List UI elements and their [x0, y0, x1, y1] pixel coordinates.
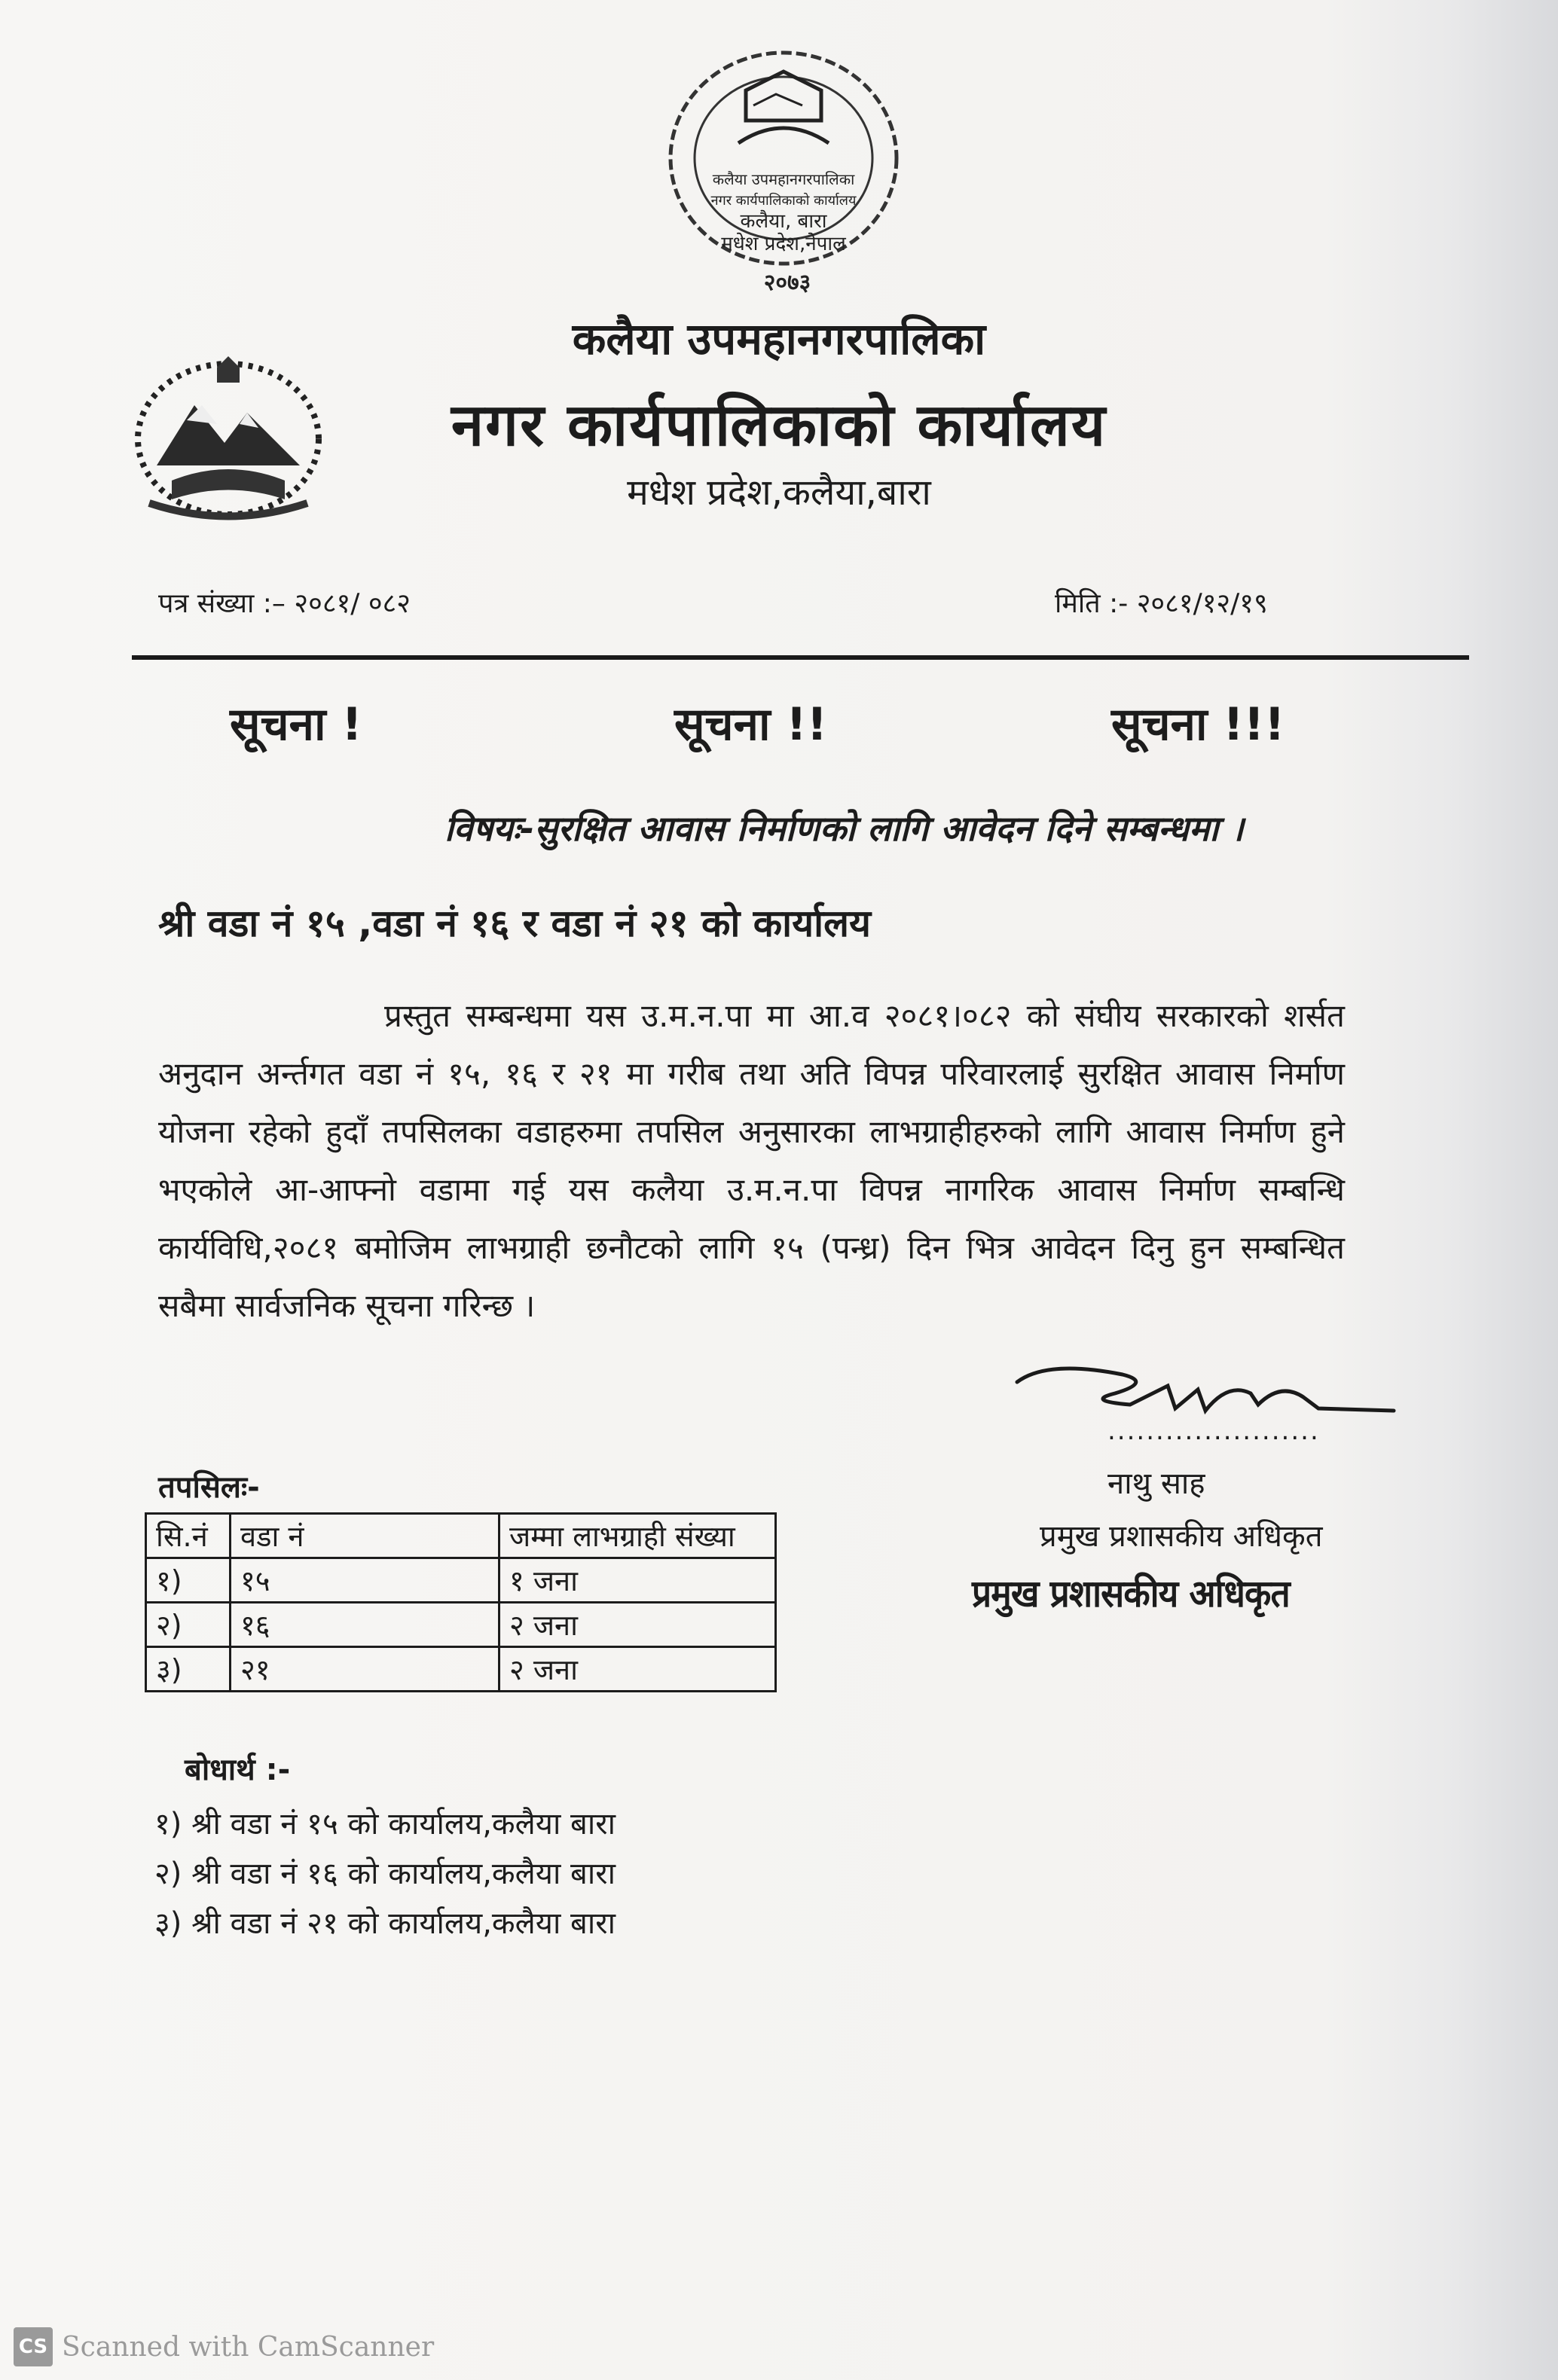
notice-heading-3: सूचना !!!: [1111, 698, 1285, 751]
seal-text-1: कलैया उपमहानगरपालिका: [712, 170, 855, 188]
seal-text-3: कलैया, बारा: [740, 210, 827, 233]
seal-text-2: नगर कार्यपालिकाको कार्यालय: [710, 193, 857, 209]
beneficiary-table: [145, 1512, 777, 1692]
letter-date: मिति :- २०८१/१२/१९: [1055, 588, 1268, 619]
office-address: मधेश प्रदेश,कलैया,बारा: [627, 471, 931, 514]
signatory-title: प्रमुख प्रशासकीय अधिकृत: [1040, 1519, 1323, 1554]
signature-line: ......................: [1107, 1416, 1320, 1446]
signatory-name: नाथु साह: [1107, 1466, 1205, 1501]
cc-item: २) श्री वडा नं १६ को कार्यालय,कलैया बारा: [154, 1857, 616, 1891]
designation-stamp: प्रमुख प्रशासकीय अधिकृत: [972, 1572, 1290, 1616]
letter-addressee: श्री वडा नं १५ ,वडा नं १६ र वडा नं २१ को कार्यालय: [158, 902, 871, 945]
cc-item: १) श्री वडा नं १५ को कार्यालय,कलैया बारा: [154, 1807, 616, 1841]
table-row: [146, 1647, 776, 1692]
letter-subject: विषयः-सुरक्षित आवास निर्माणको लागि आवेदन दिने सम्बन्धमा ।: [444, 808, 1244, 849]
header-divider: [132, 655, 1469, 660]
table-cell: १५: [231, 1558, 499, 1603]
table-row: [146, 1558, 776, 1603]
letter-body: प्रस्तुत सम्बन्धमा यस उ.म.न.पा मा आ.व २०८१।०८२ को संघीय सरकारको शर्सत अनुदान अर्न्तगत वडा नं १५, १६ र २१ मा गरीब तथा अति विपन्न परिवारलाई सुरक्षित आवास निर्माण योजना रहेको हुदाँ तपसिलका वडाहरुमा तपसिल अनुसारका लाभग्राहीहरुको लागि आवास निर्माण हुने भएकोले आ-आफ्नो वडामा गई यस कलैया उ.म.न.पा विपन्न नागरिक आवास निर्माण सम्बन्धि कार्यविधि,२०८१ बमोजिम लाभग्राही छनौटको लागि १५ (पन्ध्र) दिन भित्र आवेदन दिनु हुन सम्बन्धित सबैमा सार्वजनिक सूचना गरिन्छ ।: [158, 997, 1345, 1324]
col-header-ward: वडा नं: [231, 1514, 499, 1558]
cc-label: बोधार्थ :-: [185, 1753, 291, 1787]
reference-number: पत्र संख्या :– २०८१/ ०८२: [158, 588, 411, 619]
table-cell: २ जना: [499, 1603, 776, 1647]
col-header-sn: सि.नं: [146, 1514, 231, 1558]
seal-year: २०७३: [763, 270, 811, 296]
table-cell: ३): [146, 1647, 231, 1692]
table-row: [146, 1603, 776, 1647]
table-cell: २१: [231, 1647, 499, 1692]
table-cell: १६: [231, 1603, 499, 1647]
org-name: कलैया उपमहानगरपालिका: [572, 313, 986, 365]
notice-heading-2: सूचना !!: [674, 698, 828, 751]
notice-heading-1: सूचना !: [230, 698, 362, 751]
cc-item: ३) श्री वडा नं २१ को कार्यालय,कलैया बारा: [154, 1906, 616, 1941]
camscanner-logo-icon: CS: [14, 2327, 53, 2366]
seal-text-4: मधेश प्रदेश,नेपाल: [721, 233, 846, 255]
table-cell: २): [146, 1603, 231, 1647]
table-header-row: [146, 1514, 776, 1558]
schedule-label: तपसिलः-: [158, 1470, 260, 1505]
office-name: नगर कार्यपालिकाको कार्यालय: [451, 392, 1107, 459]
table-cell: १): [146, 1558, 231, 1603]
office-seal: [655, 30, 912, 301]
table-cell: १ जना: [499, 1558, 776, 1603]
col-header-total: जम्मा लाभग्राही संख्या: [499, 1514, 776, 1558]
scanner-watermark: Scanned with CamScanner: [62, 2332, 435, 2363]
table-cell: २ जना: [499, 1647, 776, 1692]
